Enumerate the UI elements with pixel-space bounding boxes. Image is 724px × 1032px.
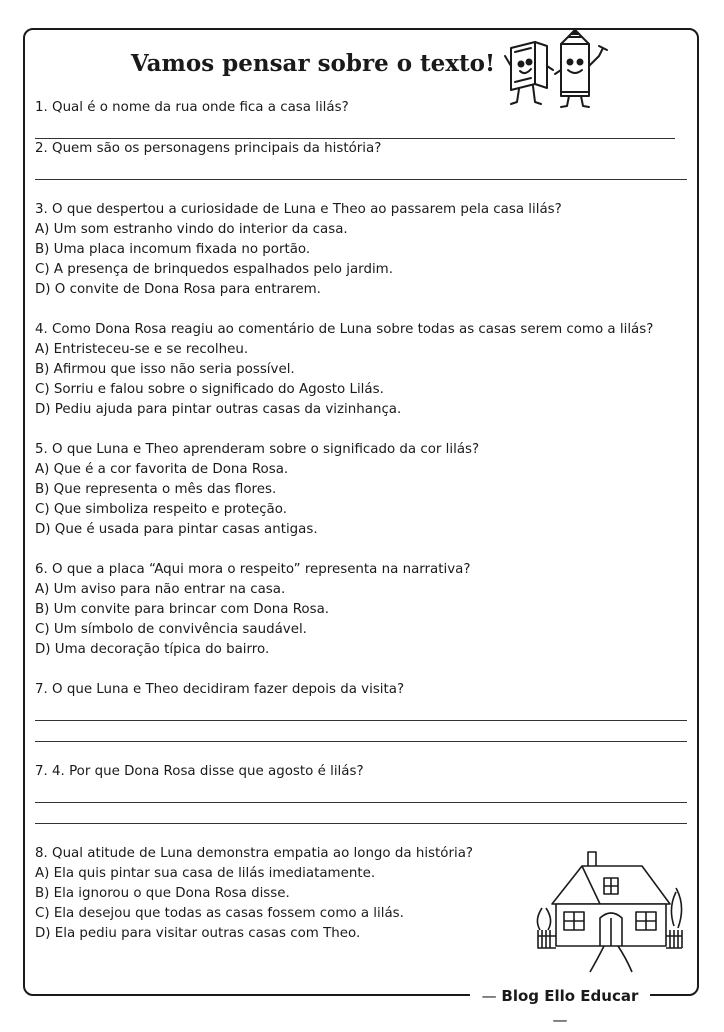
option: A) Ela quis pintar sua casa de lilás imediatamente. <box>35 866 376 881</box>
option: A) Que é a cor favorita de Dona Rosa. <box>35 462 289 477</box>
option: B) Ela ignorou o que Dona Rosa disse. <box>35 886 290 901</box>
option: C) Que simboliza respeito e proteção. <box>35 502 287 517</box>
option: B) Afirmou que isso não seria possível. <box>35 362 295 377</box>
question-2: 2. Quem são os personagens principais da história? <box>35 141 382 156</box>
option: B) Uma placa incomum fixada no portão. <box>35 242 311 257</box>
option: B) Que representa o mês das flores. <box>35 482 277 497</box>
page-title: Vamos pensar sobre o texto! <box>130 50 496 77</box>
option: C) Um símbolo de convivência saudável. <box>35 622 307 637</box>
answer-line[interactable] <box>35 118 675 139</box>
questions-section <box>35 98 687 944</box>
option: D) O convite de Dona Rosa para entrarem. <box>35 282 321 297</box>
option: D) Uma decoração típica do bairro. <box>35 642 270 657</box>
option: A) Um aviso para não entrar na casa. <box>35 582 286 597</box>
option: D) Ela pediu para visitar outras casas com Theo. <box>35 926 361 941</box>
question-7: 7. O que Luna e Theo decidiram fazer depois da visita? <box>35 682 405 697</box>
question-3: 3. O que despertou a curiosidade de Luna e Theo ao passarem pela casa lilás? <box>35 202 562 217</box>
option: B) Um convite para brincar com Dona Rosa. <box>35 602 330 617</box>
answer-line[interactable] <box>35 159 687 180</box>
question-5: 5. O que Luna e Theo aprenderam sobre o significado da cor lilás? <box>35 442 480 457</box>
option: A) Entristeceu-se e se recolheu. <box>35 342 249 357</box>
option: C) A presença de brinquedos espalhados pelo jardim. <box>35 262 393 277</box>
question-1: 1. Qual é o nome da rua onde fica a casa lilás? <box>35 100 349 115</box>
footer-brand: — Blog Ello Educar — <box>481 987 639 1029</box>
answer-line[interactable] <box>35 721 687 742</box>
answer-line[interactable] <box>35 803 687 824</box>
question-6: 6. O que a placa “Aqui mora o respeito” representa na narrativa? <box>35 562 471 577</box>
question-8: 8. Qual atitude de Luna demonstra empatia ao longo da história? <box>35 846 474 861</box>
option: C) Ela desejou que todas as casas fossem como a lilás. <box>35 906 404 921</box>
answer-line[interactable] <box>35 700 687 721</box>
question-4: 4. Como Dona Rosa reagiu ao comentário de Luna sobre todas as casas serem como a lilás? <box>35 322 654 337</box>
answer-line[interactable] <box>35 782 687 803</box>
option: A) Um som estranho vindo do interior da casa. <box>35 222 348 237</box>
question-7b: 7. 4. Por que Dona Rosa disse que agosto é lilás? <box>35 764 364 779</box>
footer-text: Blog Ello Educar <box>501 987 639 1005</box>
option: D) Que é usada para pintar casas antigas. <box>35 522 318 537</box>
option: C) Sorriu e falou sobre o significado do Agosto Lilás. <box>35 382 384 397</box>
option: D) Pediu ajuda para pintar outras casas da vizinhança. <box>35 402 402 417</box>
